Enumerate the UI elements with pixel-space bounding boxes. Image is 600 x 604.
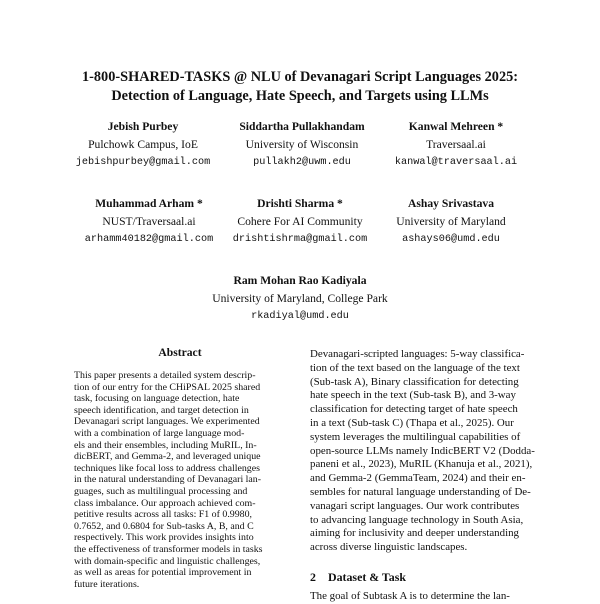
abstract-line: respectively. This work provides insights into	[74, 532, 254, 544]
title-line-1: 1-800-SHARED-TASKS @ NLU of Devanagari Script Languages 2025:	[82, 69, 518, 85]
author-name: Kanwal Mehreen *	[408, 120, 504, 133]
body-line: paneni et al., 2023), MuRIL (Khanuja et al., 2021),	[310, 458, 533, 471]
abstract-line: dicBERT, and Gemma-2, and leveraged unique	[74, 451, 261, 463]
section-heading	[310, 569, 406, 585]
author-email[interactable]: pullakh2@uwm.edu	[253, 157, 351, 168]
author-affiliation: University of Maryland	[396, 215, 506, 228]
abstract-line: els and their ensembles, including MuRIL, In-	[74, 439, 257, 451]
body-line: Devanagari-scripted languages: 5-way classifica-	[310, 348, 525, 360]
abstract-line: 0.7652, and 0.6804 for Sub-tasks A, B, and C	[74, 520, 254, 532]
author-name: Siddartha Pullakhandam	[239, 120, 365, 133]
section-number: 2	[310, 570, 316, 584]
abstract-line: with domain-specific and linguistic challenges,	[74, 555, 261, 567]
body-line: vanagari script languages. Our work contributes	[310, 499, 520, 512]
author-email[interactable]: arhamm40182@gmail.com	[84, 234, 214, 245]
author-affiliation: University of Maryland, College Park	[212, 292, 388, 305]
body-line: open-source LLMs namely IndicBERT V2 (Dodda-	[310, 444, 535, 457]
abstract-heading: Abstract	[158, 346, 202, 359]
body-line: in a text (Sub-task C) (Thapa et al., 2025). Our	[310, 416, 514, 429]
abstract-line: future iterations.	[74, 578, 140, 590]
author-affiliation: NUST/Traversaal.ai	[102, 215, 196, 228]
abstract-line: task, focusing on language detection, hate	[74, 393, 240, 405]
author-name: Ashay Srivastava	[408, 197, 494, 210]
abstract-line: techniques like focal loss to address challenges	[74, 462, 260, 474]
author-affiliation: Cohere For AI Community	[237, 215, 363, 228]
author-block	[351, 195, 551, 249]
author-block	[356, 118, 556, 172]
abstract-line: as well as areas for potential improvement in	[74, 567, 252, 579]
body-line: The goal of Subtask A is to determine the lan-	[310, 590, 510, 602]
body-line: tion of the text based on the language of the text	[310, 361, 520, 374]
abstract-line: This paper presents a detailed system descrip-	[74, 370, 256, 381]
body-line: and Gemma-2 (GemmaTeam, 2024) and their en-	[310, 472, 526, 485]
author-block	[170, 272, 430, 326]
author-email[interactable]: jebishpurbey@gmail.com	[75, 157, 211, 168]
author-email[interactable]: kanwal@traversaal.ai	[394, 157, 518, 168]
abstract-line: with a combination of large language mod-	[74, 427, 245, 439]
author-email[interactable]: drishtishrma@gmail.com	[232, 234, 368, 245]
section-title: Dataset & Task	[328, 570, 406, 584]
author-affiliation: Traversaal.ai	[426, 138, 486, 151]
body-line: (Sub-task A), Binary classification for detecting	[310, 375, 519, 388]
abstract-line: class imbalance. Our approach achieved com-	[74, 497, 256, 509]
author-name: Muhammad Arham *	[95, 197, 203, 210]
body-line: aiming for inclusivity and deeper understanding	[310, 527, 519, 540]
author-affiliation: Pulchowk Campus, IoE	[88, 138, 198, 151]
body-line: system leverages the multilingual capabilities of	[310, 430, 521, 443]
body-line: classification for detecting target of hate speech	[310, 403, 518, 416]
body-line: sembles for natural language understanding of De-	[310, 485, 531, 498]
abstract-line: speech identification, and target detection in	[74, 404, 249, 416]
introduction-text	[310, 348, 550, 555]
title-line-2: Detection of Language, Hate Speech, and Targets using LLMs	[111, 88, 489, 104]
author-name: Drishti Sharma *	[257, 197, 343, 210]
body-line: hate speech in the text (Sub-task B), and 3-way	[310, 389, 516, 402]
body-line: to advancing language technology in South Asia,	[310, 513, 524, 526]
author-name: Jebish Purbey	[107, 120, 179, 133]
abstract-body	[74, 370, 286, 590]
abstract-line: tion of our entry for the CHiPSAL 2025 shared	[74, 381, 261, 393]
abstract-line: the effectiveness of transformer models in tasks	[74, 543, 263, 555]
author-name: Ram Mohan Rao Kadiyala	[233, 274, 367, 287]
abstract-line: in the natural understanding of Devanagari lan-	[74, 474, 262, 486]
paper-title	[40, 68, 560, 106]
body-line: across diverse linguistic landscapes.	[310, 541, 468, 554]
abstract-line: petitive results across all tasks: F1 of 0.9980,	[74, 509, 253, 521]
author-affiliation: University of Wisconsin	[245, 138, 359, 151]
author-email[interactable]: ashays06@umd.edu	[402, 234, 500, 245]
abstract-line: Devanagari script languages. We experimented	[74, 416, 260, 428]
abstract-line: guages, such as multilingual processing and	[74, 485, 248, 497]
author-email[interactable]: rkadiyal@umd.edu	[251, 311, 349, 322]
